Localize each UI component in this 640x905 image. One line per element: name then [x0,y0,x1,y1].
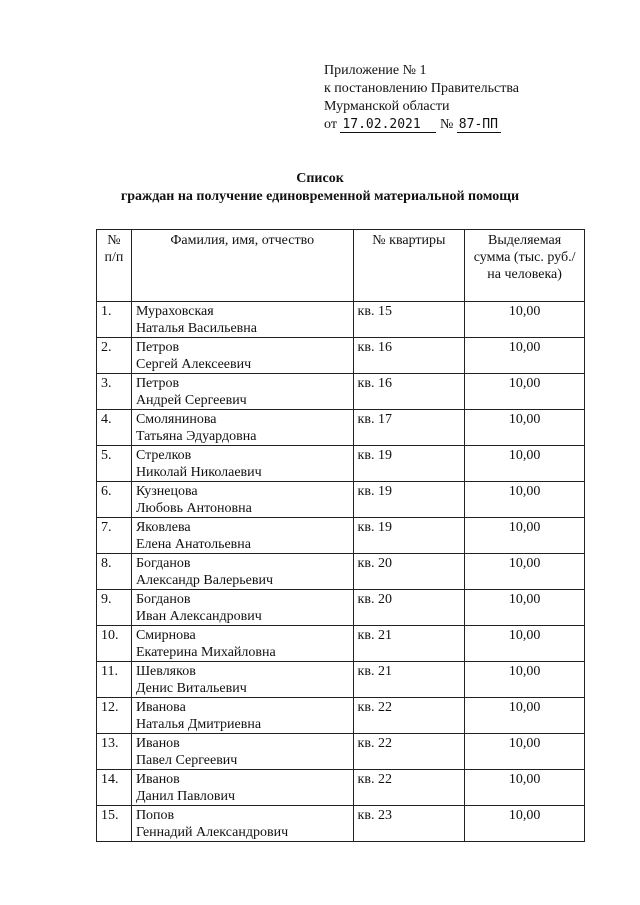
full-name [131,410,353,446]
given-names: Андрей Сергеевич [135,393,247,408]
apartment: кв. 19 [353,518,465,554]
appendix-region: Мурманской области [324,99,450,114]
table-row [97,734,585,770]
row-number: 9. [97,590,132,626]
table-row [97,698,585,734]
full-name [131,482,353,518]
surname: Петров [135,340,180,355]
full-name [131,698,353,734]
given-names: Любовь Антоновна [135,501,252,516]
full-name [131,374,353,410]
apartment: кв. 22 [353,698,465,734]
amount: 10,00 [465,410,585,446]
row-number: 10. [97,626,132,662]
surname: Кузнецова [135,484,198,499]
decree-date: 17.02.2021 [340,118,436,133]
row-number: 7. [97,518,132,554]
given-names: Наталья Васильевна [135,321,257,336]
full-name [131,338,353,374]
header-apartment: № квартиры [353,230,465,302]
surname: Стрелков [135,448,192,463]
title-line-1: Список [296,171,344,186]
appendix-block [324,62,624,134]
amount: 10,00 [465,338,585,374]
document-title [0,170,640,206]
surname: Иванов [135,736,180,751]
table-row [97,554,585,590]
row-number: 8. [97,554,132,590]
amount: 10,00 [465,590,585,626]
date-prefix: от [324,117,337,132]
table-header-row [97,230,585,302]
amount: 10,00 [465,806,585,842]
amount: 10,00 [465,662,585,698]
table-row [97,770,585,806]
apartment: кв. 20 [353,554,465,590]
apartment: кв. 19 [353,482,465,518]
row-number: 15. [97,806,132,842]
given-names: Геннадий Александрович [135,825,289,840]
amount: 10,00 [465,302,585,338]
full-name [131,734,353,770]
surname: Смирнова [135,628,196,643]
apartment: кв. 16 [353,338,465,374]
given-names: Денис Витальевич [135,681,247,696]
table-row [97,482,585,518]
table-row [97,374,585,410]
number-prefix: № [439,117,454,132]
appendix-decree: к постановлению Правительства [324,81,520,96]
surname: Яковлева [135,520,191,535]
given-names: Татьяна Эдуардовна [135,429,257,444]
given-names: Наталья Дмитриевна [135,717,262,732]
amount: 10,00 [465,554,585,590]
apartment: кв. 21 [353,626,465,662]
row-number: 6. [97,482,132,518]
table-row [97,518,585,554]
given-names: Николай Николаевич [135,465,262,480]
row-number: 4. [97,410,132,446]
full-name [131,554,353,590]
row-number: 5. [97,446,132,482]
table-row [97,590,585,626]
title-line-2: граждан на получение единовременной материальной помощи [120,189,520,204]
given-names: Иван Александрович [135,609,262,624]
apartment: кв. 22 [353,770,465,806]
amount: 10,00 [465,518,585,554]
given-names: Данил Павлович [135,789,236,804]
table-row [97,626,585,662]
surname: Петров [135,376,180,391]
row-number: 14. [97,770,132,806]
apartment: кв. 17 [353,410,465,446]
apartment: кв. 19 [353,446,465,482]
decree-number: 87-ПП [457,118,501,133]
apartment: кв. 20 [353,590,465,626]
amount: 10,00 [465,374,585,410]
row-number: 3. [97,374,132,410]
surname: Иванова [135,700,186,715]
surname: Богданов [135,592,191,607]
apartment: кв. 16 [353,374,465,410]
surname: Мураховская [135,304,214,319]
given-names: Павел Сергеевич [135,753,238,768]
header-amount: Выделяемая сумма (тыс. руб./на человека) [465,230,585,302]
given-names: Елена Анатольевна [135,537,251,552]
header-num: № п/п [97,230,132,302]
row-number: 2. [97,338,132,374]
full-name [131,446,353,482]
table-row [97,806,585,842]
header-name: Фамилия, имя, отчество [131,230,353,302]
surname: Смолянинова [135,412,217,427]
full-name [131,302,353,338]
full-name [131,626,353,662]
apartment: кв. 23 [353,806,465,842]
table-row [97,446,585,482]
table-row [97,302,585,338]
apartment: кв. 15 [353,302,465,338]
given-names: Екатерина Михайловна [135,645,276,660]
full-name [131,770,353,806]
surname: Шевляков [135,664,196,679]
surname: Иванов [135,772,180,787]
apartment: кв. 22 [353,734,465,770]
surname: Богданов [135,556,191,571]
amount: 10,00 [465,734,585,770]
amount: 10,00 [465,698,585,734]
table-row [97,338,585,374]
given-names: Сергей Алексеевич [135,357,252,372]
amount: 10,00 [465,482,585,518]
appendix-date-number-line [324,116,624,134]
table-row [97,410,585,446]
amount: 10,00 [465,770,585,806]
citizens-table [96,229,585,842]
surname: Попов [135,808,175,823]
full-name [131,662,353,698]
full-name [131,518,353,554]
amount: 10,00 [465,626,585,662]
given-names: Александр Валерьевич [135,573,274,588]
row-number: 11. [97,662,132,698]
row-number: 12. [97,698,132,734]
full-name [131,590,353,626]
row-number: 13. [97,734,132,770]
apartment: кв. 21 [353,662,465,698]
row-number: 1. [97,302,132,338]
table-row [97,662,585,698]
appendix-title: Приложение № 1 [324,63,427,78]
amount: 10,00 [465,446,585,482]
full-name [131,806,353,842]
